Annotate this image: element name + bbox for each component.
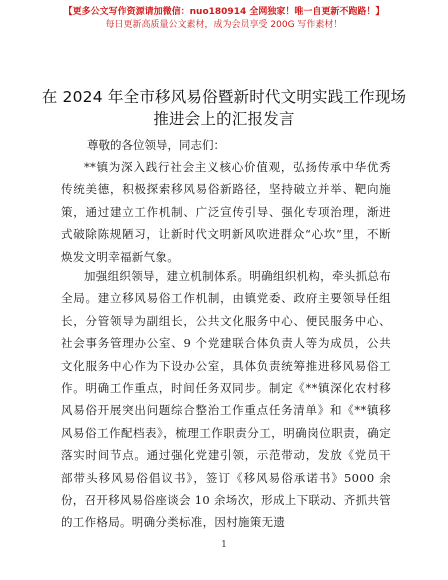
page-number: 1 <box>221 540 227 550</box>
body-paragraph-2: 加强组织领导，建立机制体系。明确组织机构，牵头抓总布全局。建立移风易俗工作机制，由镇党委、政府主要领导任组长，分管领导为副组长，公共文化服务中心、便民服务中心、社会事务管理办公室、9 个党建联合体负责人等为成员，公共文化服务中心作为下设办公室，具体负责统筹推进移风易俗工作。明确工作重点，时间任务双同步。制定《**镇深化农村移风易俗开展突出问题综合整治工作重点任务清单》和《**镇移风易俗工作配档表》，梳理工作职责分工，明确岗位职责，确定落实时间节点。通过强化党建引领，示范带动，发放《党员干部带头移风易俗倡议书》，签订《移风易俗承诺书》5000 余份，召开移风易俗座谈会 10 余场次，形成上下联动、齐抓共管的工作格局。明确分类标准，因村施策无遗 <box>61 269 391 530</box>
promo-banner <box>0 6 448 32</box>
salutation: 尊敬的各位领导，同志们： <box>87 138 225 152</box>
promo-banner-line-2: 每日更新高质量公文素材，成为会员享受 200G 写作素材！ <box>105 20 343 30</box>
body-paragraph-1: **镇为深入践行社会主义核心价值观，弘扬传承中华优秀传统美德，积极探索移风易俗新路径，坚持破立并举、靶向施策，通过建立工作机制、广泛宣传引导、强化专项治理，渐进式破除陈规陋习，让新时代文明新风吹进群众“心坎”里，不断焕发文明幸福新气象。 <box>61 160 391 264</box>
promo-banner-line-1: 【更多公文写作资源请加微信：nuo180914 全网独家！唯一自更新不跑路！】 <box>63 7 385 17</box>
document-title: 在 2024 年全市移风易俗暨新时代文明实践工作现场推进会上的汇报发言 <box>41 88 407 128</box>
